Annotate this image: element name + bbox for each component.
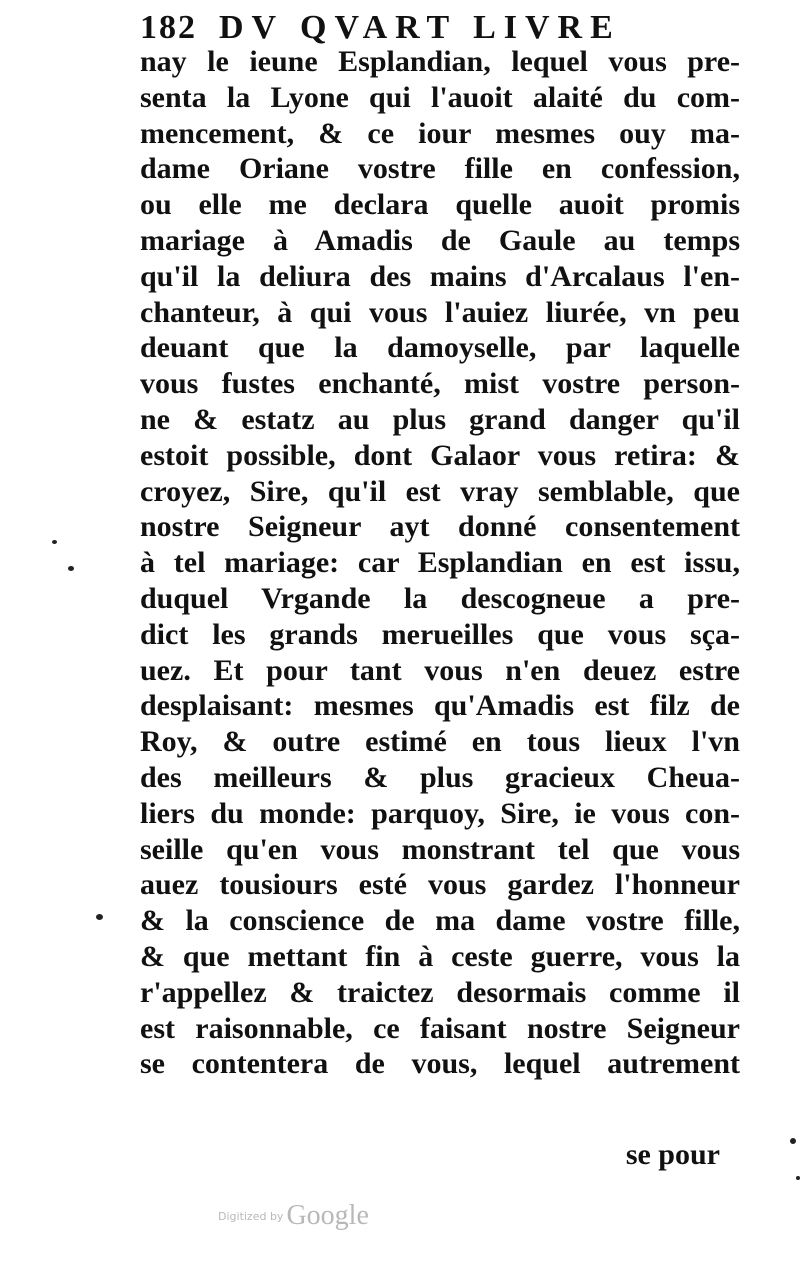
text-line: dict les grands merueilles que vous sça- bbox=[140, 617, 740, 651]
text-line: mencement, & ce iour mesmes ouy ma- bbox=[140, 116, 740, 150]
text-line: uez. Et pour tant vous n'en deuez estre bbox=[140, 653, 740, 687]
digitization-watermark bbox=[218, 1200, 418, 1240]
body-text bbox=[140, 44, 740, 1082]
text-line: ou elle me declara quelle auoit promis bbox=[140, 188, 740, 222]
ink-speck bbox=[790, 1138, 796, 1144]
text-line: mariage à Amadis de Gaule au temps bbox=[140, 223, 740, 257]
text-line: seille qu'en vous monstrant tel que vous bbox=[140, 832, 740, 866]
text-line: ne & estatz au plus grand danger qu'il bbox=[140, 402, 740, 436]
text-line: nay le ieune Esplandian, lequel vous pre- bbox=[140, 45, 740, 78]
text-line: liers du monde: parquoy, Sire, ie vous con- bbox=[140, 796, 740, 830]
text-line: vous fustes enchanté, mist vostre person- bbox=[140, 367, 740, 401]
running-head bbox=[140, 8, 740, 48]
text-line: estoit possible, dont Galaor vous retira: & bbox=[140, 438, 740, 472]
running-title: DV QVART LIVRE bbox=[219, 9, 621, 46]
text-line: Roy, & outre estimé en tous lieux l'vn bbox=[140, 725, 740, 759]
text-line: deuant que la damoyselle, par laquelle bbox=[140, 331, 740, 365]
text-line: chanteur, à qui vous l'auiez liurée, vn peu bbox=[140, 295, 740, 329]
text-line: & la conscience de ma dame vostre fille, bbox=[140, 904, 740, 938]
ink-speck bbox=[796, 1176, 800, 1180]
text-line: des meilleurs & plus gracieux Cheua- bbox=[140, 760, 740, 794]
google-logo: Google bbox=[286, 1200, 369, 1231]
ink-speck bbox=[96, 914, 103, 920]
text-line: qu'il la deliura des mains d'Arcalaus l'en- bbox=[140, 259, 740, 293]
text-line: à tel mariage: car Esplandian en est issu, bbox=[140, 546, 740, 580]
text-line: r'appellez & traictez desormais comme il bbox=[140, 975, 740, 1009]
page-number: 182 bbox=[140, 9, 197, 46]
watermark-prefix: Digitized by bbox=[218, 1210, 284, 1223]
text-line: dame Oriane vostre fille en confession, bbox=[140, 152, 740, 186]
text-line: senta la Lyone qui l'auoit alaité du com- bbox=[140, 80, 740, 114]
text-line: se contentera de vous, lequel autrement bbox=[140, 1047, 740, 1081]
text-line: auez tousiours esté vous gardez l'honneur bbox=[140, 868, 740, 902]
text-line: duquel Vrgande la descogneue a pre- bbox=[140, 581, 740, 615]
text-line: & que mettant fin à ceste guerre, vous la bbox=[140, 939, 740, 973]
text-line: nostre Seigneur ayt donné consentement bbox=[140, 510, 740, 544]
text-line: est raisonnable, ce faisant nostre Seigneur bbox=[140, 1011, 740, 1045]
text-line: croyez, Sire, qu'il est vray semblable, que bbox=[140, 474, 740, 508]
ink-speck bbox=[68, 566, 74, 571]
ink-speck bbox=[52, 540, 57, 544]
catchword: se pour bbox=[625, 1138, 720, 1171]
text-line: desplaisant: mesmes qu'Amadis est filz de bbox=[140, 689, 740, 723]
